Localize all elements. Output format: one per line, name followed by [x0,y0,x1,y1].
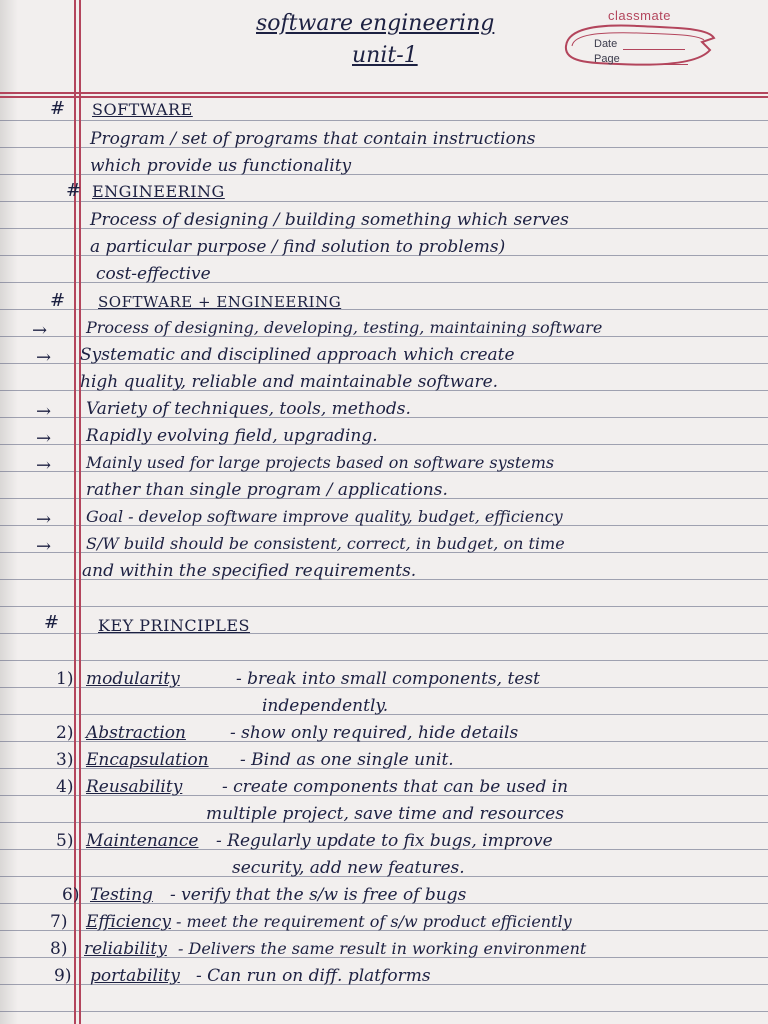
se-line: Goal - develop software improve quality, budget, efficiency [86,507,563,526]
software-heading: SOFTWARE [92,100,193,119]
principle-term: Efficiency [86,912,171,932]
engineering-line: Process of designing / building something which serves [90,210,569,230]
header-rule [0,96,768,98]
principle-desc: - Bind as one single unit. [240,750,454,770]
principle-term: modularity [86,669,180,689]
arrow-icon: → [36,536,52,557]
arrow-icon: → [36,401,52,422]
principle-desc-cont: multiple project, save time and resources [206,804,564,824]
principle-number: 6) [62,885,80,905]
ruled-line [0,660,768,661]
date-field [594,38,685,50]
principle-desc-cont: security, add new features. [232,858,465,878]
arrow-icon: → [36,428,52,449]
software-line: Program / set of programs that contain instructions [90,129,536,149]
page-label: Page [594,53,620,65]
principle-term: portability [90,966,180,986]
ruled-line [0,120,768,121]
principle-desc: - break into small components, test [236,669,540,689]
principle-term: Testing [90,885,153,905]
page-field [594,53,688,65]
ruled-line [0,606,768,607]
kp-heading: KEY PRINCIPLES [98,616,251,635]
principle-desc: - meet the requirement of s/w product efficiently [176,912,572,931]
date-label: Date [594,38,618,50]
principle-desc: - show only required, hide details [230,723,519,743]
se-line: Variety of techniques, tools, methods. [86,399,411,419]
page-title: software engineering [256,11,495,36]
se-line: S/W build should be consistent, correct, in budget, on time [86,534,565,553]
principle-number: 5) [56,831,74,851]
principle-term: Maintenance [86,831,199,851]
principle-term: reliability [84,939,167,959]
se-line: high quality, reliable and maintainable software. [80,372,499,392]
principle-number: 8) [50,939,68,959]
principle-term: Abstraction [86,723,186,743]
principle-number: 2) [56,723,74,743]
se-line: Mainly used for large projects based on software systems [86,453,555,472]
principle-number: 4) [56,777,74,797]
engineering-heading: ENGINEERING [92,182,225,201]
se-line: rather than single program / applications. [86,480,448,500]
page-subtitle: unit-1 [352,43,418,68]
arrow-icon: → [32,320,48,341]
engineering-line: cost-effective [96,264,211,284]
principle-desc: - Can run on diff. platforms [196,966,431,986]
engineering-line: a particular purpose / find solution to problems) [90,237,506,257]
arrow-icon: → [36,455,52,476]
arrow-icon: → [36,509,52,530]
margin-line [79,0,81,1024]
principle-desc: - Regularly update to fix bugs, improve [216,831,553,851]
principle-desc: - Delivers the same result in working environment [178,939,587,958]
software-line: which provide us functionality [90,156,352,176]
header-rule [0,92,768,94]
principle-desc-cont: independently. [262,696,389,716]
ruled-line [0,1011,768,1012]
principle-term: Encapsulation [86,750,209,770]
principle-desc: - verify that the s/w is free of bugs [170,885,467,905]
hash-mark: # [50,290,66,311]
principle-number: 9) [54,966,72,986]
brand-name: classmate [608,8,672,23]
hash-mark: # [44,612,60,633]
principle-number: 7) [50,912,68,932]
margin-line [74,0,76,1024]
principle-term: Reusability [86,777,183,797]
hash-mark: # [50,98,66,119]
se-line: and within the specified requirements. [82,561,417,581]
se-heading: SOFTWARE + ENGINEERING [98,293,342,311]
principle-number: 3) [56,750,74,770]
principle-desc: - create components that can be used in [222,777,569,797]
se-line: Rapidly evolving field, upgrading. [86,426,378,446]
se-line: Systematic and disciplined approach which create [80,345,515,365]
arrow-icon: → [36,347,52,368]
principle-number: 1) [56,669,74,689]
hash-mark: # [66,180,82,201]
se-line: Process of designing, developing, testing, maintaining software [86,318,603,337]
